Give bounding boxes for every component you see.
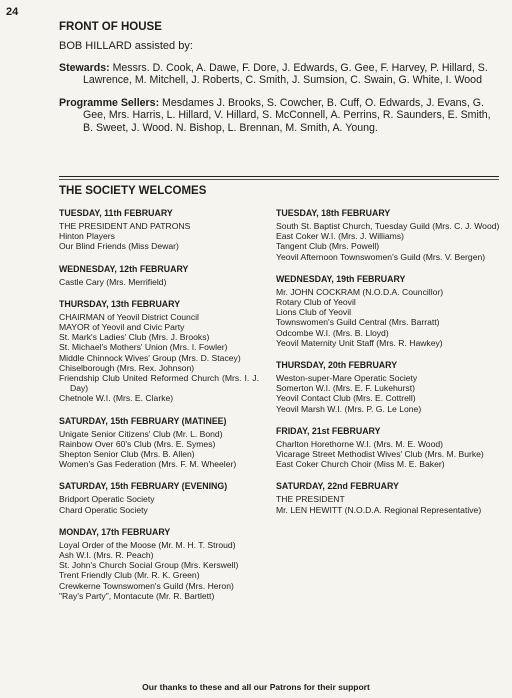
programme-sellers-list: Mesdames J. Brooks, S. Cowcher, B. Cuff, O. Edwards, J. Evans, G. Gee, Mrs. Harris, L. Hillard, V. Hillard, S. McConnell, A. Perrins, R. Saunders, E. Smith, B. Sweet, J. Wood. N. Bishop, L. Brennan, M. Smith, A. Young. <box>83 96 491 134</box>
guest-entry: Our Blind Friends (Miss Dewar) <box>59 241 179 252</box>
guest-entry: THE PRESIDENT AND PATRONS <box>59 221 191 231</box>
day-heading: FRIDAY, 21st FEBRUARY <box>276 425 381 436</box>
guest-entry: St. Michael's Mothers' Union (Mrs. I. Fowler) <box>59 342 228 353</box>
guest-entry: Rainbow Over 60's Club (Mrs. E. Symes) <box>59 438 216 449</box>
front-of-house-section <box>59 21 499 144</box>
day-heading: SATURDAY, 15th FEBRUARY (MATINEE) <box>59 415 227 426</box>
programme-sellers-label: Programme Sellers: <box>59 96 160 109</box>
day-block <box>59 264 259 287</box>
day-block <box>59 416 259 470</box>
guest-entry: Yeovil Afternoon Townswomen's Guild (Mrs. V. Bergen) <box>276 251 486 262</box>
day-block <box>59 299 259 404</box>
day-heading: THURSDAY, 13th FEBRUARY <box>59 298 181 309</box>
guest-entry: East Coker Church Choir (Miss M. E. Baker) <box>276 459 445 470</box>
guest-entry: Mr. JOHN COCKRAM (N.O.D.A. Councillor) <box>276 286 444 297</box>
day-heading: MONDAY, 17th FEBRUARY <box>59 526 171 537</box>
guest-entry: Odcombe W.I. (Mrs. B. Lloyd) <box>276 327 389 338</box>
guest-entry: St. John's Church Social Group (Mrs. Kerswell) <box>59 560 239 571</box>
day-heading: SATURDAY, 22nd FEBRUARY <box>276 481 399 492</box>
day-heading: WEDNESDAY, 19th FEBRUARY <box>276 273 406 284</box>
guest-entry: South St. Baptist Church, Tuesday Guild (Mrs. C. J. Wood) <box>276 221 500 231</box>
society-welcomes-title: THE SOCIETY WELCOMES <box>59 185 207 197</box>
guest-entry: Hinton Players <box>59 231 115 242</box>
guest-entry: Friendship Club United Reformed Church (Mrs. I. J. Day) <box>59 373 259 394</box>
guest-entry: East Coker W.I. (Mrs. J. Williams) <box>276 231 404 242</box>
guest-entry: Loyal Order of the Moose (Mr. M. H. T. Stroud) <box>59 539 236 550</box>
guest-entry: Townswomen's Guild Central (Mrs. Barratt) <box>276 317 440 328</box>
guest-entry: Yeovil Maternity Unit Staff (Mrs. R. Hawkey) <box>276 337 443 348</box>
guest-entry: Rotary Club of Yeovil <box>276 297 356 308</box>
day-block <box>59 481 259 514</box>
guest-entry: Ash W.I. (Mrs. R. Peach) <box>59 550 154 561</box>
day-heading: TUESDAY, 18th FEBRUARY <box>276 208 391 218</box>
section-divider-secondary <box>59 179 499 180</box>
guest-entry: MAYOR of Yeovil and Civic Party <box>59 322 185 333</box>
day-block <box>276 481 501 514</box>
guest-entry: Crewkerne Townswomen's Guild (Mrs. Heron) <box>59 580 234 591</box>
guest-entry: Chetnole W.I. (Mrs. E. Clarke) <box>59 393 174 404</box>
schedule-right-column <box>276 208 501 527</box>
guest-entry: THE PRESIDENT <box>276 494 345 505</box>
day-block <box>276 208 501 262</box>
guest-entry: Vicarage Street Methodist Wives' Club (Mrs. M. Burke) <box>276 449 484 460</box>
guest-entry: Women's Gas Federation (Mrs. F. M. Wheeler) <box>59 459 237 470</box>
day-block <box>276 274 501 348</box>
guest-entry: Tangent Club (Mrs. Powell) <box>276 241 380 252</box>
day-block <box>276 426 501 470</box>
day-block <box>59 527 259 601</box>
guest-entry: Shepton Senior Club (Mrs. B. Allen) <box>59 449 195 460</box>
schedule-left-column <box>59 208 259 613</box>
guest-entry: "Ray's Party", Montacute (Mr. R. Bartlett) <box>59 590 215 601</box>
stewards-list: Messrs. D. Cook, A. Dawe, F. Dore, J. Edwards, G. Gee, F. Harvey, P. Hillard, S. Lawrence, M. Mitchell, J. Roberts, C. Smith, J. Sumsion, C. Swain, G. White, I. Wood <box>83 62 488 87</box>
page-number: 24 <box>6 6 19 18</box>
guest-entry: CHAIRMAN of Yeovil District Council <box>59 311 199 322</box>
guest-entry: Charlton Horethorne W.I. (Mrs. M. E. Wood) <box>276 438 443 449</box>
guest-entry: Lions Club of Yeovil <box>276 307 352 318</box>
day-block <box>276 360 501 414</box>
front-of-house-title: FRONT OF HOUSE <box>59 21 162 33</box>
front-of-house-lead: BOB HILLARD assisted by: <box>59 40 193 52</box>
footer-note: Our thanks to these and all our Patrons for their support <box>142 682 370 692</box>
guest-entry: Somerton W.I. (Mrs. E. F. Lukehurst) <box>276 383 415 394</box>
programme-sellers-paragraph <box>59 97 499 134</box>
guest-entry: Trent Friendly Club (Mr. R. K. Green) <box>59 570 200 581</box>
day-heading: TUESDAY, 11th FEBRUARY <box>59 208 173 218</box>
section-divider <box>59 176 499 177</box>
stewards-paragraph <box>59 62 499 87</box>
guest-entry: Castle Cary (Mrs. Merrifield) <box>59 276 167 287</box>
day-heading: SATURDAY, 15th FEBRUARY (EVENING) <box>59 481 228 492</box>
guest-entry: Chard Operatic Society <box>59 504 148 515</box>
guest-entry: Yeovil Marsh W.I. (Mrs. P. G. Le Lone) <box>276 403 422 414</box>
guest-entry: Chiselborough (Mrs. Rex. Johnson) <box>59 362 195 373</box>
guest-entry: Middle Chinnock Wives' Group (Mrs. D. Stacey) <box>59 352 241 363</box>
day-block <box>59 208 259 252</box>
guest-entry: Yeovil Contact Club (Mrs. E. Cottrell) <box>276 393 416 404</box>
guest-entry: St. Mark's Ladies' Club (Mrs. J. Brooks) <box>59 332 210 343</box>
guest-entry: Weston-super-Mare Operatic Society <box>276 373 418 384</box>
stewards-label: Stewards: <box>59 62 110 74</box>
guest-entry: Bridport Operatic Society <box>59 494 155 505</box>
day-heading: WEDNESDAY, 12th FEBRUARY <box>59 263 189 274</box>
guest-entry: Mr. LEN HEWITT (N.O.D.A. Regional Representative) <box>276 504 482 515</box>
guest-entry: Unigate Senior Citizens' Club (Mr. L. Bond) <box>59 428 223 439</box>
day-heading: THURSDAY, 20th FEBRUARY <box>276 360 398 371</box>
